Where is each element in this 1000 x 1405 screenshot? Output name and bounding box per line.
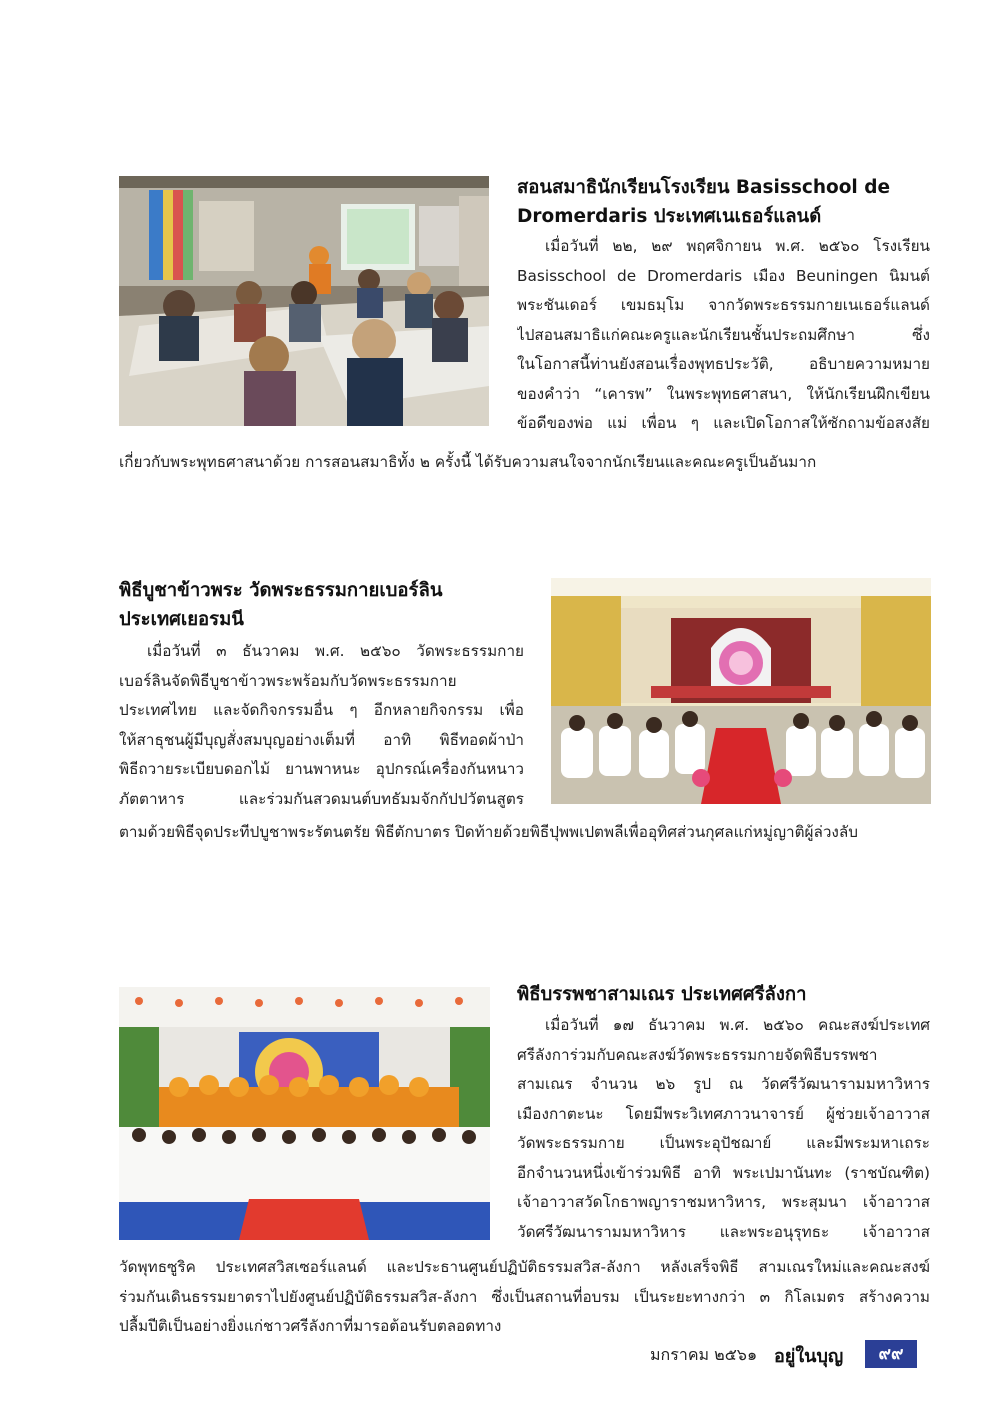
ordination-group-photo <box>119 987 490 1240</box>
body-line: ไปสอนสมาธิแก่คณะครูและนักเรียนชั้นประถมศึกษา ซึ่ง <box>517 325 930 344</box>
body-line: ให้สาธุชนผู้มีบุญสั่งสมบุญอย่างเต็มที่ อาทิ พิธีทอดผ้าป่า <box>119 730 524 749</box>
article-body-wide <box>119 1253 930 1342</box>
body-line: วัดพุทธซูริค ประเทศสวิสเซอร์แลนด์ และประธานศูนย์ปฏิบัติธรรมสวิส-ลังกา หลังเสร็จพิธี สามเณรใหม่และคณะสงฆ์ <box>119 1258 930 1276</box>
article-body <box>517 1011 930 1247</box>
magazine-name: อยู่ในบุญ <box>774 1346 844 1367</box>
body-line: ข้อดีของพ่อ แม่ เพื่อน ๆ และเปิดโอกาสให้ซักถามข้อสงสัย <box>517 414 930 432</box>
ceremony-hall-photo <box>551 578 931 804</box>
body-line: วัดพระธรรมกาย เป็นพระอุปัชฌาย์ และมีพระมหาเถระ <box>517 1134 930 1152</box>
body-line: ของคำว่า “เคารพ” ในพระพุทธศาสนา, ให้นักเรียนฝึกเขียน <box>517 384 930 403</box>
body-line: ภัตตาหาร และร่วมกันสวดมนต์บทธัมมจักกัปปวัตนสูตร <box>119 789 524 808</box>
article-title <box>119 605 244 635</box>
article-body-wide <box>119 448 930 478</box>
body-line: เมืองกาตะนะ โดยมีพระวิเทศภาวนาจารย์ ผู้ช่วยเจ้าอาวาส <box>517 1104 930 1123</box>
body-line: พระชันเดอร์ เขมธมฺโม จากวัดพระธรรมกายเนเธอร์แลนด์ <box>517 296 930 314</box>
article-title <box>517 202 821 232</box>
article-title <box>119 576 442 606</box>
title-line: ประเทศเยอรมนี <box>119 609 244 630</box>
article-body <box>119 637 524 814</box>
article-title <box>517 173 890 203</box>
body-line: สามเณร จำนวน ๒๖ รูป ณ วัดศรีวัฒนารามมหาวิหาร <box>517 1075 930 1093</box>
body-line: ร่วมกันเดินธรรมยาตราไปยังศูนย์ปฏิบัติธรรมสวิส-ลังกา ซึ่งเป็นสถานที่อบรม เป็นระยะทางกว่า ๓ กิโลเมตร สร้างความ <box>119 1287 930 1306</box>
body-line: เจ้าอาวาสวัดโกธาพญาราชมหาวิหาร, พระสุมนา เจ้าอาวาส <box>517 1193 930 1211</box>
body-line: เกี่ยวกับพระพุทธศาสนาด้วย การสอนสมาธิทั้ง ๒ ครั้งนี้ ได้รับความสนใจจากนักเรียนและคณะครูเป็นอันมาก <box>119 453 817 471</box>
body-line: ในโอกาสนี้ท่านยังสอนเรื่องพุทธประวัติ, อธิบายความหมาย <box>517 355 930 373</box>
page-footer <box>650 1340 920 1368</box>
title-line: พิธีบูชาข้าวพระ วัดพระธรรมกายเบอร์ลิน <box>119 580 443 601</box>
body-line: เบอร์ลินจัดพิธีบูชาข้าวพระพร้อมกับวัดพระธรรมกาย <box>119 671 457 690</box>
body-line: Basisschool de Dromerdaris เมือง Beuningen นิมนต์ <box>517 266 930 285</box>
article-title <box>517 980 807 1010</box>
body-line: อีกจำนวนหนึ่งเข้าร่วมพิธี อาทิ พระเปมานันทะ (ราชบัณฑิต) <box>517 1163 930 1182</box>
title-line: สอนสมาธินักเรียนโรงเรียน Basisschool de <box>517 177 890 198</box>
body-line: วัดศรีวัฒนารามมหาวิหาร และพระอนุรุทธะ เจ้าอาวาส <box>517 1222 930 1241</box>
body-line: ปลื้มปีติเป็นอย่างยิ่งแก่ชาวศรีลังกาที่มารอต้อนรับตลอดทาง <box>119 1317 502 1335</box>
article-body <box>517 232 930 439</box>
title-line: พิธีบรรพชาสามเณร ประเทศศรีลังกา <box>517 984 807 1005</box>
body-line: พิธีถวายระเบียบดอกไม้ ยานพาหนะ อุปกรณ์เครื่องกันหนาว <box>119 760 524 778</box>
page-number-badge: ๙๙ <box>865 1340 917 1368</box>
body-line: เมื่อวันที่ ๒๒, ๒๙ พฤศจิกายน พ.ศ. ๒๕๖๐ โรงเรียน <box>545 237 930 255</box>
article-body-wide <box>119 818 930 848</box>
body-line: ศรีลังการ่วมกับคณะสงฆ์วัดพระธรรมกายจัดพิธีบรรพชา <box>517 1045 878 1064</box>
body-line: ประเทศไทย และจัดกิจกรรมอื่น ๆ อีกหลายกิจกรรม เพื่อ <box>119 701 524 719</box>
issue-date: มกราคม ๒๕๖๑ <box>650 1345 758 1364</box>
classroom-photo <box>119 176 489 426</box>
body-line: เมื่อวันที่ ๑๗ ธันวาคม พ.ศ. ๒๕๖๐ คณะสงฆ์ประเทศ <box>545 1016 930 1034</box>
title-line: Dromerdaris ประเทศเนเธอร์แลนด์ <box>517 206 822 227</box>
body-line: ตามด้วยพิธีจุดประทีปบูชาพระรัตนตรัย พิธีตักบาตร ปิดท้ายด้วยพิธีปุพพเปตพลีเพื่ออุทิศส่วนกุศลแก่หมู่ญาติผู้ล่วงลับ <box>119 823 858 841</box>
body-line: เมื่อวันที่ ๓ ธันวาคม พ.ศ. ๒๕๖๐ วัดพระธรรมกาย <box>147 642 524 660</box>
